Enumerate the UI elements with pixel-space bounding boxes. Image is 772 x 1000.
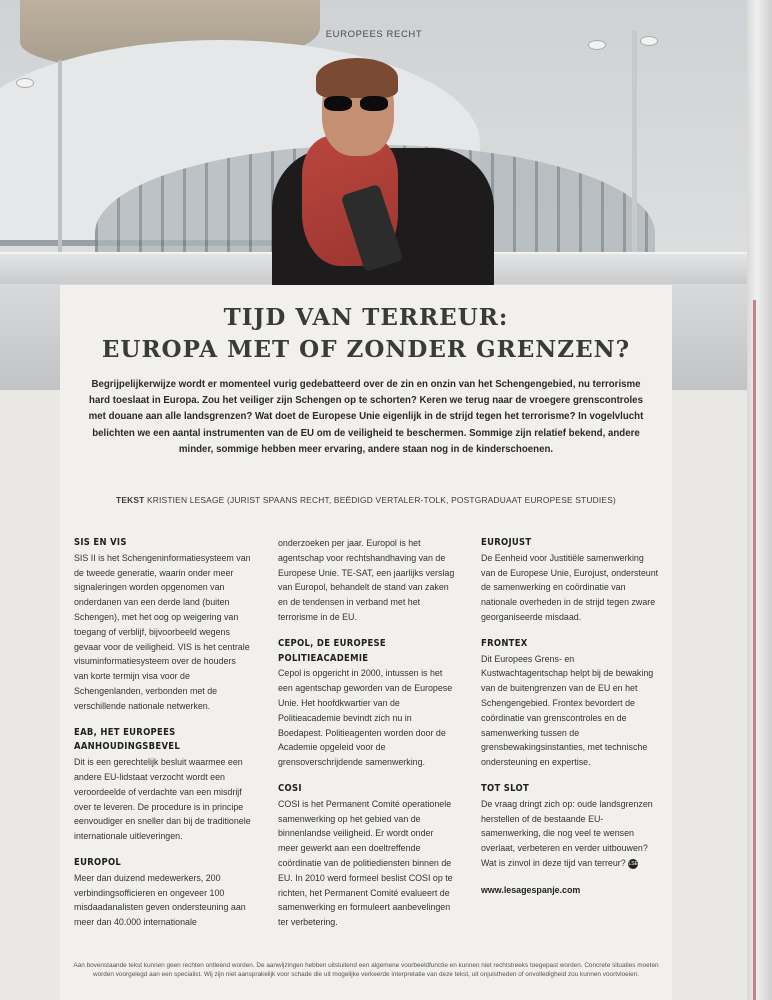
heading-tot-slot: TOT SLOT (481, 782, 530, 794)
photo-lamp (16, 78, 34, 88)
heading-sis-vis: SIS EN VIS (74, 537, 127, 548)
heading-europol: EUROPOL (74, 856, 122, 868)
section-label: EUROPEES RECHT (325, 29, 423, 40)
heading-cepol: CEPOL, DE EUROPESE POLITIEACADEMIE (278, 637, 386, 664)
website-link[interactable]: www.lesagespanje.com (481, 884, 581, 895)
paragraph-eurojust: De Eenheid voor Justitiële samenwerking van de Europese Unie, Eurojust, ondersteunt de samenwerking en coördinatie van nationale overheden in de strijd tegen zware georganiseerde misdaad. (481, 552, 659, 622)
photo-lamp (588, 40, 606, 50)
photo-person (272, 58, 494, 290)
paragraph-frontex: Dit Europees Grens- en Kustwachtagentschap helpt bij de bewaking van de buitengrenzen van de EU en het Schengengebied. Frontex bevordert de coördinatie van grenscontroles en de samenwerking tussen de grensbewakingsinstanties, met technische ondersteuning en expertise. (481, 653, 654, 768)
title-line-1: TIJD VAN TERREUR: (223, 304, 509, 331)
paragraph-cosi: COSI is het Permanent Comité operationele samenwerking op het gebied van de binnenlandse veiligheid. Er wordt onder meer gewerkt aan een doeltreffende coördinatie van de politiediensten binnen de EU. In 2010 werd formeel beslist COSI op te richten, het Permanent Comité evalueert de samenwerking en formuleert aanbevelingen ter verbetering. (278, 798, 453, 928)
photo-lamp-post (58, 60, 62, 270)
column-3 (481, 536, 659, 898)
paragraph-cepol: Cepol is opgericht in 2000, intussen is het een agentschap geworden van de Europese Unie. Het hoofdkwartier van de Politieacademie bevindt zich nu in Boedapest. Politieagenten worden door de Academie opgeleid voor de grensoverschrijdende samenwerking. (278, 668, 453, 768)
article-title (60, 302, 672, 366)
author-line (60, 495, 672, 505)
disclaimer: Aan bovenstaande tekst kunnen geen rechten ontleend worden. De aanwijzingen hebben uitsluitend een algemene voorbeeldfunctie en kunnen niet rechtstreeks toegepast worden. Concrete situaties moeten worden voorgelegd aan een specialist. Wij zijn niet aansprakelijk voor schade die uit mogelijke verkeerde interpretatie van deze tekst, uit onjuistheden of onvolledigheid zou kunnen voortvloeien. (73, 962, 659, 978)
heading-cosi: COSI (278, 782, 302, 794)
photo-lamp-post (632, 30, 637, 270)
title-line-2: EUROPA MET OF ZONDER GRENZEN? (101, 336, 631, 363)
heading-frontex: FRONTEX (481, 637, 528, 649)
paragraph-europol: Meer dan duizend medewerkers, 200 verbindingsofficieren en ongeveer 100 misdaadanalisten geven ondersteuning aan meer dan 40.000 internationale (74, 872, 246, 928)
paragraph-eab: Dit is een gerechtelijk besluit waarmee een andere EU-lidstaat verzocht wordt een veroordeelde of verdachte van een misdrijf over te leveren. De procedure is in principe eenvoudiger en sneller dan bij de traditionele internationale uitleveringen. (74, 757, 251, 842)
author-label: TEKST (116, 495, 145, 505)
heading-eab: EAB, HET EUROPEES AANHOUDINGSBEVEL (74, 726, 181, 753)
paragraph-europol-cont: onderzoeken per jaar. Europol is het agentschap voor rechtshandhaving van de Europese Unie. TE-SAT, een jaarlijks verslag van Europol, behandelt de stand van zaken en de tendensen in verband met het terrorisme in de EU. (278, 538, 455, 622)
paragraph-sis-vis: SIS II is het Schengeninformatiesysteem van de tweede generatie, waarin onder meer signaleringen worden opgenomen van onderdanen van een derde land (buiten Schengen), met het oog op weigering van toegang of verblijf, bijvoorbeeld wegens gevaar voor de veiligheid. VIS is het centrale visuminformatiesysteem over de houders van korte termijn visa voor de Schengenlanden, verbonden met de verschillende nationale netwerken. (74, 552, 251, 711)
paragraph-tot-slot (481, 797, 659, 871)
article-lead: Begrijpelijkerwijze wordt er momenteel vurig gedebatteerd over de zin en onzin van het Schengengebied, nu terrorisme hard toeslaat in Europa. Zou het veiliger zijn Schengen op te schorten? Keren we terug naar de vroegere grenscontroles met douane aan alle landsgrenzen? Wat doet de Europese Unie eigenlijk in de strijd tegen het terrorisme? In vogelvlucht belichten we een aantal instrumenten van de EU om de veiligheid te beschermen. Sommige zijn relatief bekend, andere minder, sommige hebben meer ervaring, andere staan nog in de kinderschoenen. (88, 379, 644, 455)
column-1 (74, 536, 252, 940)
author-text: KRISTIEN LESAGE (JURIST SPAANS RECHT, BEËDIGD VERTALER-TOLK, POSTGRADUAAT EUROPESE STUDIES) (146, 495, 616, 505)
end-mark-icon: LSE (628, 860, 638, 867)
person-sunglasses (322, 96, 392, 112)
heading-eurojust: EUROJUST (481, 537, 532, 548)
person-hair (316, 58, 398, 98)
page-edge-strip (747, 0, 772, 1000)
column-2 (278, 536, 456, 940)
paragraph-tot-slot-text: De vraag dringt zich op: oude landsgrenzen herstellen of de bestaande EU-samenwerking, die nog veel te wensen overlaat, verbeteren en verder uitbouwen? Wat is zinvol in deze tijd van terreur? (481, 798, 653, 868)
